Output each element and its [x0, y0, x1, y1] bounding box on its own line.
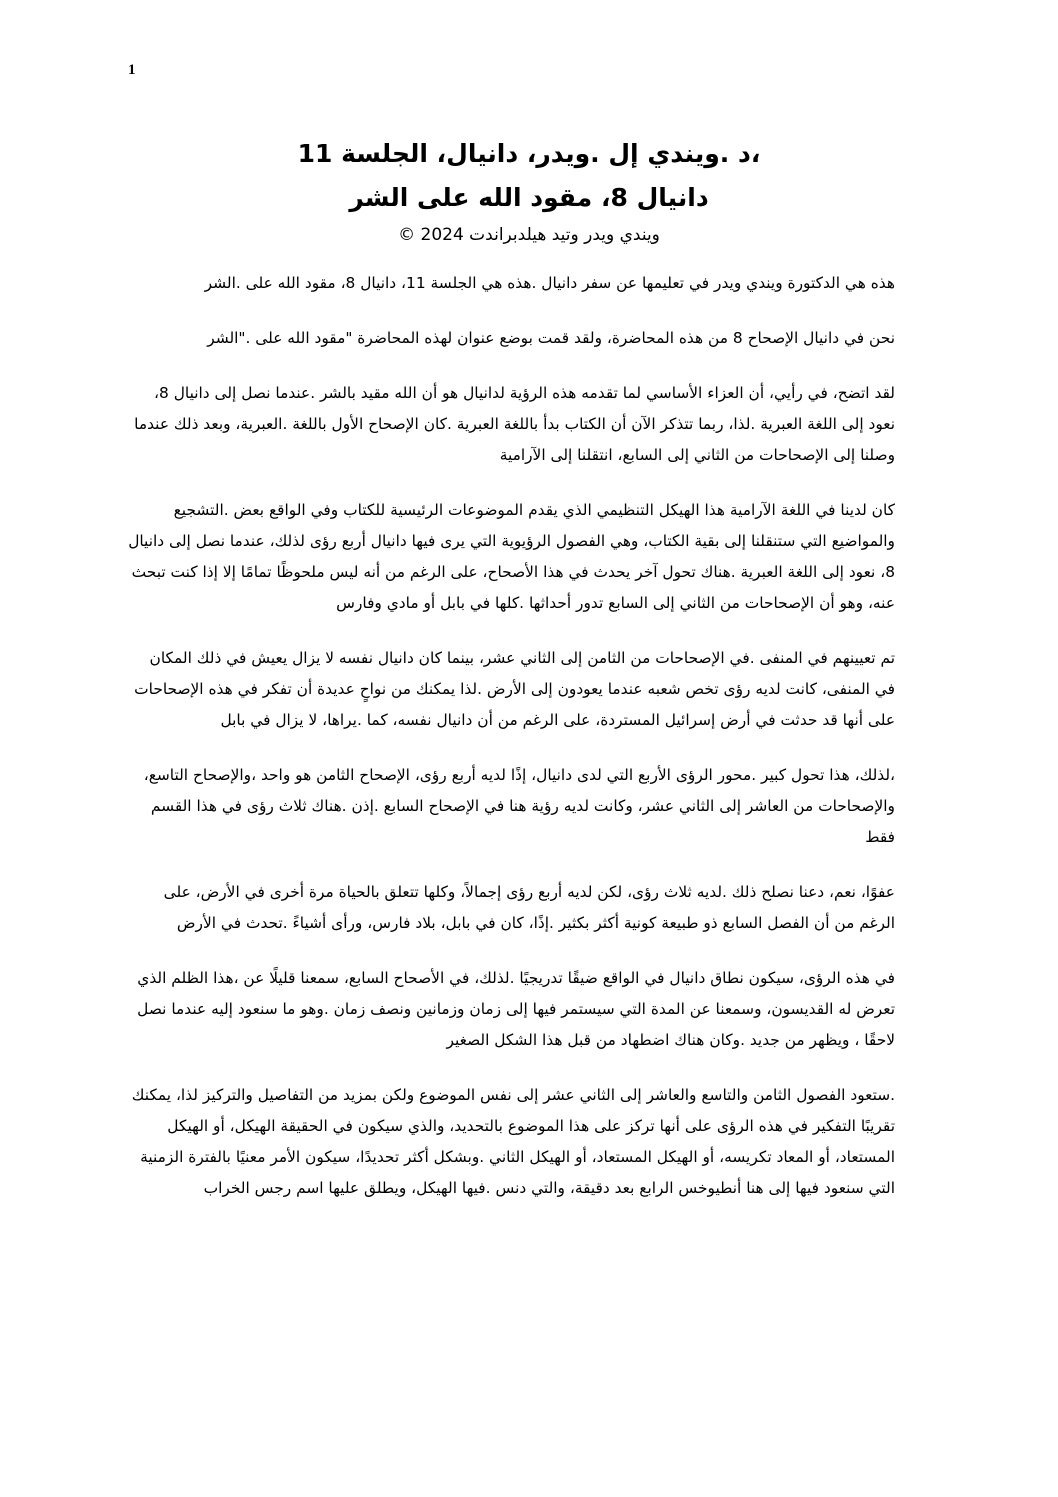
copyright-line: ويندي ويدر وتيد هيلدبراندت 2024 ©	[398, 225, 660, 245]
paragraph: لقد اتضح، في رأيي، أن العزاء الأساسي لما تقدمه هذه الرؤية لدانيال هو أن الله مقيد بالشر .عندما نصل إلى دانيال 8، نعود إلى اللغة العبرية .لذا، ربما تتذكر الآن أن الكتاب بدأ باللغة العبرية .كان الإصحاح الأول باللغة .العبرية، وبعد ذلك عندما وصلنا إلى الإصحاحات من الثاني إلى السابع، انتقلنا إلى الآرامية	[134, 384, 895, 464]
paragraph: كان لدينا في اللغة الآرامية هذا الهيكل التنظيمي الذي يقدم الموضوعات الرئيسية للكتاب وفي الواقع بعض .التشجيع والمواضيع التي ستنقلنا إلى بقية الكتاب، وهي الفصول الرؤيوية التي يرى فيها دانيال أربع رؤى لذلك، عندما نصل إلى دانيال 8، نعود إلى اللغة العبرية .هناك تحول آخر يحدث في هذا الأصحاح، على الرغم من أنه ليس ملحوظًا تمامًا إلا إذا كنت تبحث عنه، وهو أن الإصحاحات من الثاني إلى السابع تدور أحداثها .كلها في بابل أو مادي وفارس	[128, 501, 895, 612]
paragraph: نحن في دانيال الإصحاح 8 من هذه المحاضرة، ولقد قمت بوضع عنوان لهذه المحاضرة "مقود الله على ."الشر	[207, 329, 895, 347]
page-number: 1	[128, 62, 136, 78]
paragraph: تم تعيينهم في المنفى .في الإصحاحات من الثامن إلى الثاني عشر، بينما كان دانيال نفسه لا يزال يعيش في ذلك المكان في المنفى، كانت لديه رؤى تخص شعبه عندما يعودون إلى الأرض .لذا يمكنك من نواحٍ عديدة أن تفكر في هذه الإصحاحات على أنها قد حدثت في أرض إسرائيل المستردة، على الرغم من أن دانيال نفسه، كما .يراها، لا يزال في بابل	[134, 649, 895, 729]
paragraph: .ستعود الفصول الثامن والتاسع والعاشر إلى الثاني عشر إلى نفس الموضوع ولكن بمزيد من التفاصيل والتركيز لذا، يمكنك تقريبًا التفكير في هذه الرؤى على أنها تركز على هذا الموضوع بالتحديد، والذي سيكون في الحقيقة الهيكل، أو الهيكل المستعاد، أو المعاد تكريسه، أو الهيكل المستعاد، أو الهيكل الثاني .وبشكل أكثر تحديدًا، سيكون الأمر معنيًا بالفترة الزمنية التي سنعود فيها إلى هنا أنطيوخس الرابع بعد دقيقة، والتي دنس .فيها الهيكل، ويطلق عليها اسم رجس الخراب	[131, 1086, 895, 1197]
document-body	[125, 268, 895, 1228]
document-title-line-2: دانيال 8، مقود الله على الشر	[349, 183, 709, 212]
document-title-line-1: ،د .ويندي إل .ويدر، دانيال، الجلسة 11	[297, 139, 761, 168]
title-block	[120, 132, 938, 250]
paragraph: ،لذلك، هذا تحول كبير .محور الرؤى الأربع التي لدى دانيال، إذًا لديه أربع رؤى، الإصحاح الثامن هو واحد ،والإصحاح التاسع، والإصحاحات من العاشر إلى الثاني عشر، وكانت لديه رؤية هنا في الإصحاح السابع .إذن .هناك ثلاث رؤى في هذا القسم فقط	[143, 766, 895, 846]
paragraph: هذه هي الدكتورة ويندي ويدر في تعليمها عن سفر دانيال .هذه هي الجلسة 11، دانيال 8، مقود الله على .الشر	[204, 274, 895, 292]
paragraph: عفوًا، نعم، دعنا نصلح ذلك .لديه ثلاث رؤى، لكن لديه أربع رؤى إجمالاً، وكلها تتعلق بالحياة مرة أخرى في الأرض، على الرغم من أن الفصل السابع ذو طبيعة كونية أكثر بكثير .إذًا، كان في بابل، بلاد فارس، ورأى أشياءً .تحدث في الأرض	[163, 883, 895, 932]
paragraph: في هذه الرؤى، سيكون نطاق دانيال في الواقع ضيقًا تدريجيًا .لذلك، في الأصحاح السابع، سمعنا قليلًا عن ،هذا الظلم الذي تعرض له القديسون، وسمعنا عن المدة التي سيستمر فيها إلى زمان وزمانين ونصف زمان .وهو ما سنعود إليه عندما نصل لاحقًا ، ويظهر من جديد .وكان هناك اضطهاد من قبل هذا الشكل الصغير	[137, 969, 895, 1049]
